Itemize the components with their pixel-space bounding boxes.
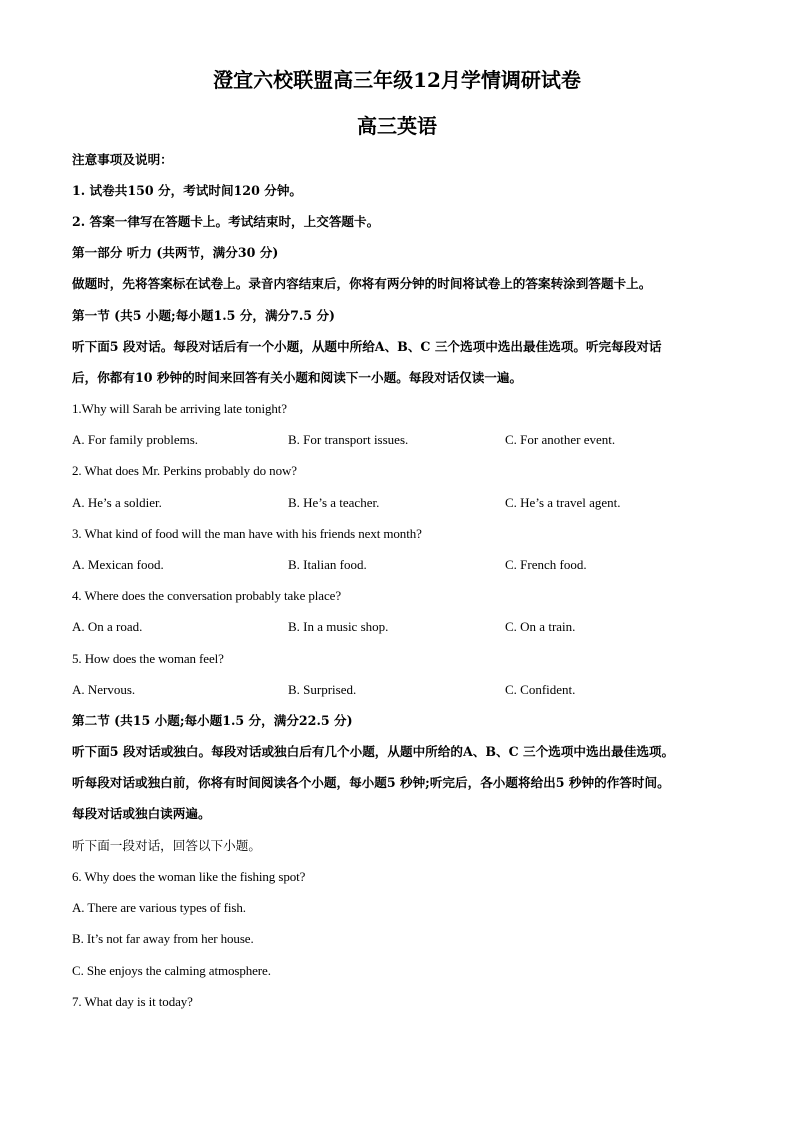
exam-title: 澄宜六校联盟高三年级12月学情调研试卷 bbox=[213, 68, 581, 92]
exam-subtitle: 高三英语 bbox=[357, 114, 437, 138]
section2-instruction-line3: 每段对话或独白读两遍。 bbox=[72, 806, 211, 821]
question-1-option-b: B. For transport issues. bbox=[288, 432, 409, 447]
section1-instruction-line2: 后，你都有10 秒钟的时间来回答有关小题和阅读下一小题。每段对话仅读一遍。 bbox=[72, 370, 523, 385]
question-4-option-c: C. On a train. bbox=[505, 619, 576, 634]
question-5-option-c: C. Confident. bbox=[505, 682, 576, 697]
section2-instruction-line2: 听每段对话或独白前，你将有时间阅读各个小题，每小题5 秒钟;听完后，各小题将给出5 秒钟的作答时间。 bbox=[72, 775, 670, 790]
question-6-option-b: B. It’s not far away from her house. bbox=[72, 931, 254, 946]
section2-heading: 第二节 (共15 小题;每小题1.5 分，满分22.5 分) bbox=[72, 713, 353, 728]
part1-heading: 第一部分 听力 (共两节，满分30 分) bbox=[72, 245, 279, 260]
question-6-text: 6. Why does the woman like the fishing spot? bbox=[72, 869, 306, 884]
question-6-option-c: C. She enjoys the calming atmosphere. bbox=[72, 963, 271, 978]
question-1-option-a: A. For family problems. bbox=[72, 432, 199, 447]
question-2-text: 2. What does Mr. Perkins probably do now? bbox=[72, 463, 297, 478]
question-2-option-a: A. He’s a soldier. bbox=[72, 495, 162, 510]
notes-heading: 注意事项及说明： bbox=[72, 152, 173, 167]
section1-heading: 第一节 (共5 小题;每小题1.5 分，满分7.5 分) bbox=[72, 308, 335, 323]
question-4-option-b: B. In a music shop. bbox=[288, 619, 389, 634]
question-3-text: 3. What kind of food will the man have with his friends next month? bbox=[72, 526, 422, 541]
question-7-text: 7. What day is it today? bbox=[72, 994, 193, 1009]
question-2-option-b: B. He’s a teacher. bbox=[288, 495, 380, 510]
section2-instruction-line1: 听下面5 段对话或独白。每段对话或独白后有几个小题，从题中所给的A、B、C 三个选项中选出最佳选项。 bbox=[72, 744, 675, 759]
question-5-option-b: B. Surprised. bbox=[288, 682, 357, 697]
question-3-option-b: B. Italian food. bbox=[288, 557, 367, 572]
question-4-text: 4. Where does the conversation probably take place? bbox=[72, 588, 341, 603]
question-1-text: 1.Why will Sarah be arriving late tonight? bbox=[72, 401, 287, 416]
section1-instruction-line1: 听下面5 段对话。每段对话后有一个小题，从题中所给A、B、C 三个选项中选出最佳选项。听完每段对话 bbox=[72, 339, 662, 354]
question-3-option-a: A. Mexican food. bbox=[72, 557, 164, 572]
question-5-text: 5. How does the woman feel? bbox=[72, 651, 224, 666]
question-1-option-c: C. For another event. bbox=[505, 432, 616, 447]
dialogue-intro: 听下面一段对话，回答以下小题。 bbox=[72, 838, 261, 853]
notes-item-1: 1. 试卷共150 分，考试时间120 分钟。 bbox=[72, 183, 303, 198]
notes-item-2: 2. 答案一律写在答题卡上。考试结束时，上交答题卡。 bbox=[72, 214, 380, 229]
question-2-option-c: C. He’s a travel agent. bbox=[505, 495, 621, 510]
question-5-option-a: A. Nervous. bbox=[72, 682, 136, 697]
question-3-option-c: C. French food. bbox=[505, 557, 587, 572]
part1-instruction: 做题时，先将答案标在试卷上。录音内容结束后，你将有两分钟的时间将试卷上的答案转涂到答题卡上。 bbox=[72, 276, 652, 291]
question-4-option-a: A. On a road. bbox=[72, 619, 143, 634]
question-6-option-a: A. There are various types of fish. bbox=[72, 900, 246, 915]
